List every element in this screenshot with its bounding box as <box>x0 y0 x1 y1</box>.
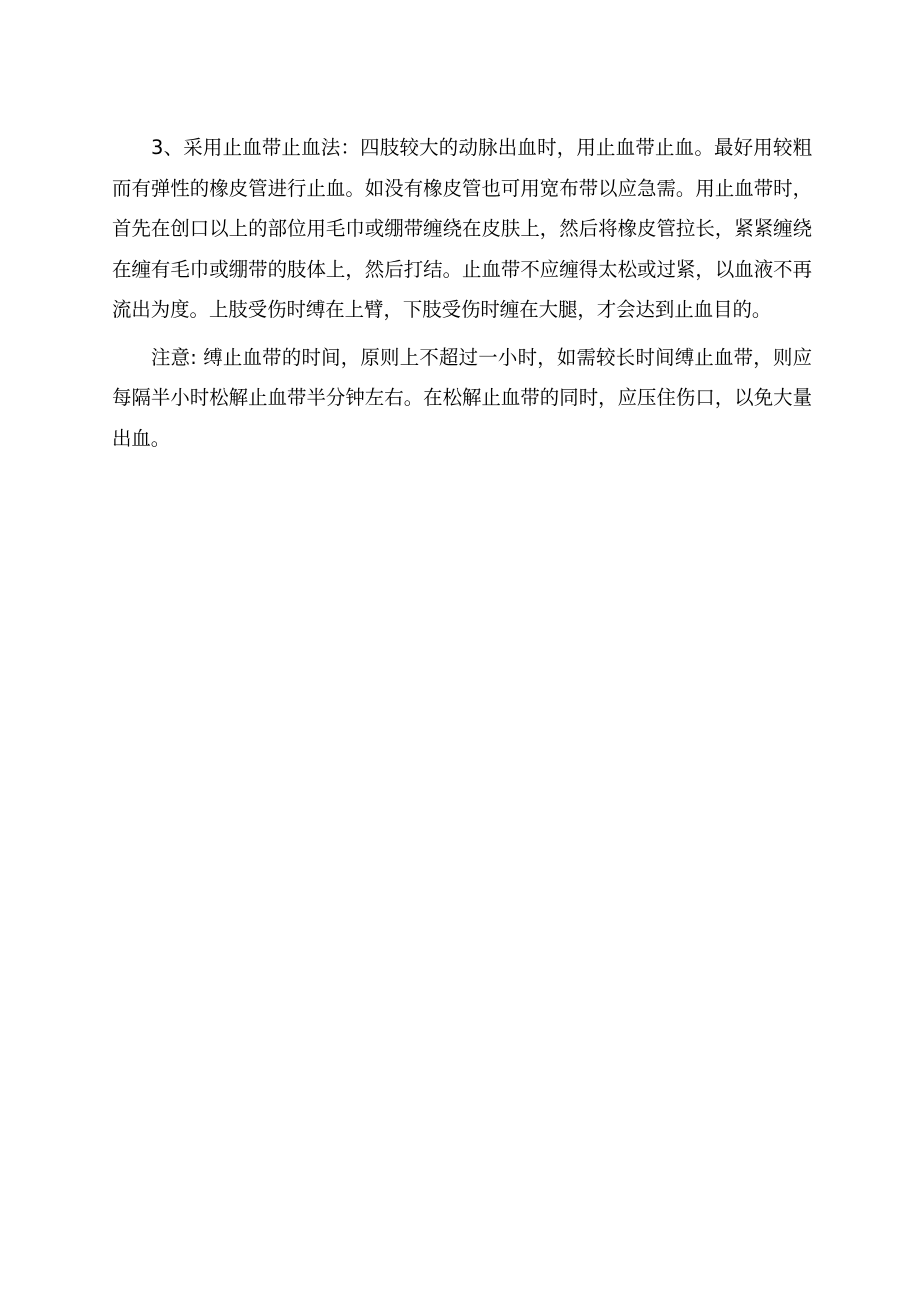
paragraph-caution-note: 注意: 缚止血带的时间，原则上不超过一小时，如需较长时间缚止血带，则应每隔半小时松解止血带半分钟左右。在松解止血带的同时，应压住伤口，以免大量出血。 <box>112 345 812 450</box>
paragraph-tourniquet-method: 3、采用止血带止血法：四肢较大的动脉出血时，用止血带止血。最好用较粗而有弹性的橡皮管进行止血。如没有橡皮管也可用宽布带以应急需。用止血带时，首先在创口以上的部位用毛巾或绷带缠绕在皮肤上，然后将橡皮管拉长，紧紧缠绕在缠有毛巾或绷带的肢体上，然后打结。止血带不应缠得太松或过紧，以血液不再流出为度。上肢受伤时缚在上臂，下肢受伤时缠在大腿，才会达到止血目的。 <box>112 136 812 321</box>
document-page <box>112 128 812 459</box>
